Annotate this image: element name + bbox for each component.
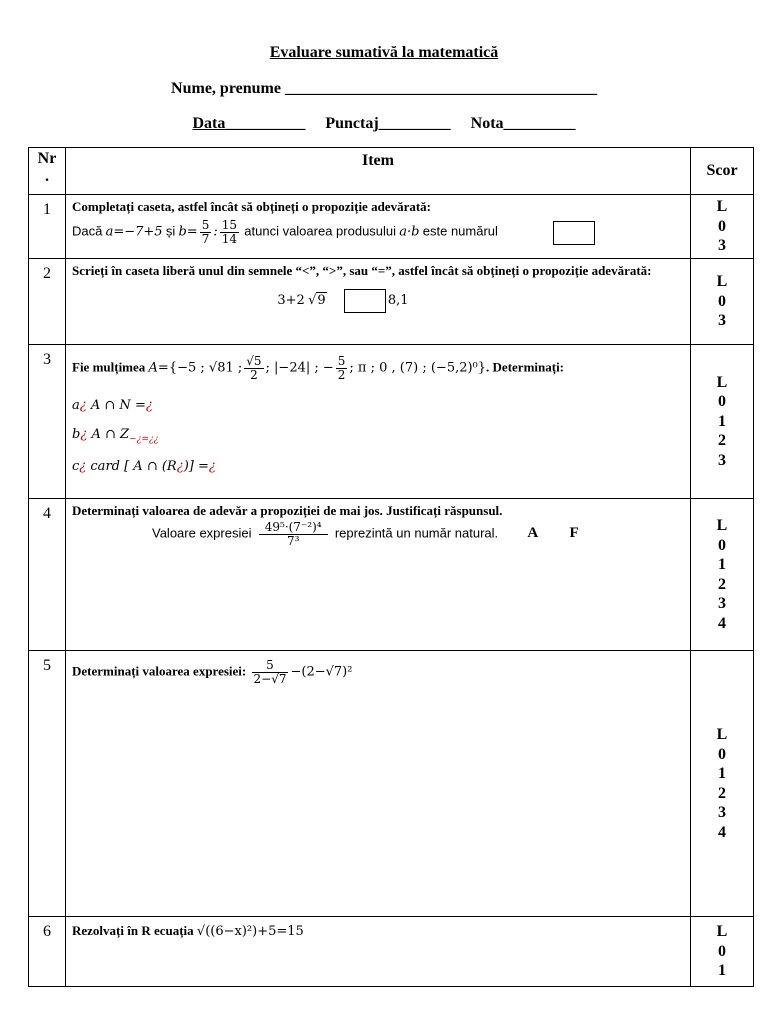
denominator: 7³ <box>286 534 300 548</box>
row-number: 3 <box>29 345 66 499</box>
math-fragment: ; π ; 0 , (7) ; (−5,2)⁰} <box>349 360 487 376</box>
score-cell <box>691 499 754 651</box>
sub-question <box>72 398 684 413</box>
answer-box[interactable] <box>344 289 386 313</box>
math-fragment: card [ A ∩ (R <box>90 458 177 474</box>
item-instruction: Fie mulțimea <box>72 359 146 375</box>
numerator: √5 <box>246 354 262 368</box>
score-level: 0 <box>718 217 726 235</box>
fraction <box>252 659 289 686</box>
item-instruction: Determinați valoarea de adevăr a propoziției de mai jos. Justificați răspunsul. <box>72 503 503 518</box>
item-instruction: Completați caseta, astfel încât să obțineți o propoziție adevărată: <box>72 199 432 214</box>
score-level: 0 <box>718 942 726 960</box>
score-level: L <box>716 726 728 743</box>
row-number: 4 <box>29 499 66 651</box>
score-level: 1 <box>718 962 726 980</box>
name-blank: _______________________________________ <box>284 80 597 97</box>
math-fragment: A= <box>148 360 169 376</box>
score-level: 3 <box>718 451 726 469</box>
glyph: ¿ <box>80 427 88 442</box>
denominator: 7 <box>201 232 210 246</box>
score-level: 3 <box>718 237 726 255</box>
table-row <box>29 259 754 345</box>
glyph: ¿ <box>79 458 87 474</box>
score-level: 4 <box>718 614 726 632</box>
score-level: L <box>716 923 728 941</box>
item-cell <box>66 651 691 917</box>
score-level: L <box>716 273 728 291</box>
text-fragment: Dacă <box>72 223 103 239</box>
option-false[interactable]: F <box>569 525 579 542</box>
denominator: 2 <box>250 368 258 382</box>
item-instruction: . Determinați: <box>486 359 565 375</box>
punctaj-label: Punctaj <box>325 115 379 132</box>
item-expression <box>72 219 684 246</box>
table-row <box>29 499 754 651</box>
denominator: 2 <box>337 368 346 382</box>
math-fragment: {−5 ; √81 ; <box>168 360 243 376</box>
evaluation-table <box>28 147 754 987</box>
text-fragment: Valoare expresiei <box>152 525 252 541</box>
math-fragment: √((6−x)²)+5=15 <box>196 924 304 939</box>
item-instruction: Determinați valoarea expresiei: <box>72 663 247 679</box>
header-scor: Scor <box>691 148 754 195</box>
part-label: a <box>72 398 80 413</box>
text-fragment: atunci valoarea produsului <box>244 223 397 239</box>
math-fragment: A ∩ Z <box>91 427 130 442</box>
row-number: 6 <box>29 917 66 987</box>
math-fragment: 3+2 <box>277 292 305 308</box>
header-item: Item <box>66 148 691 195</box>
item-cell <box>66 917 691 987</box>
name-label: Nume, prenume <box>171 80 281 97</box>
row-number: 5 <box>29 651 66 917</box>
score-level: 1 <box>718 765 726 782</box>
score-cell <box>691 651 754 917</box>
answer-box[interactable] <box>553 221 595 245</box>
fraction <box>259 521 328 548</box>
fraction <box>220 219 239 246</box>
text-fragment: reprezintă un număr natural. <box>334 525 499 541</box>
item-cell <box>66 259 691 345</box>
glyph: ¿ <box>208 458 216 474</box>
table-row <box>29 345 754 499</box>
sub-question <box>72 427 684 445</box>
table-row <box>29 651 754 917</box>
text-fragment: este numărul <box>422 223 498 239</box>
meta-line <box>0 115 768 133</box>
page-title: Evaluare sumativă la matematică <box>269 44 499 61</box>
nota-label: Nota <box>470 115 504 132</box>
name-line <box>0 80 768 98</box>
item-statement <box>72 659 684 686</box>
option-true[interactable]: A <box>527 525 539 542</box>
score-cell <box>691 195 754 259</box>
math-fragment: ; |−24| ; − <box>265 360 334 376</box>
score-level: 3 <box>718 804 726 821</box>
score-level: 3 <box>718 595 726 612</box>
sqrt-sign: √9 <box>308 292 326 308</box>
row-number: 1 <box>29 195 66 259</box>
glyph: ¿ <box>79 398 87 413</box>
table-header-row <box>29 148 754 195</box>
math-fragment: A ∩ N = <box>90 398 146 413</box>
item-cell <box>66 345 691 499</box>
math-fragment: : <box>213 224 218 240</box>
item-expression <box>152 521 684 548</box>
part-label: c <box>72 458 80 474</box>
math-fragment: b= <box>178 224 198 240</box>
score-cell <box>691 917 754 987</box>
score-level: 0 <box>718 745 726 763</box>
numerator: 49⁵·(7⁻²)⁴ <box>259 521 328 535</box>
item-statement <box>72 923 684 939</box>
math-fragment: a=−7+5 <box>105 224 163 240</box>
part-label: b <box>72 427 81 442</box>
item-cell <box>66 195 691 259</box>
item-cell <box>66 499 691 651</box>
math-fragment: −(2−√7)² <box>290 664 353 680</box>
glyph: −¿=¿¿ <box>129 434 159 445</box>
math-fragment: 8,1 <box>387 292 409 308</box>
denominator: 2−√7 <box>253 672 287 686</box>
item-instruction: Rezolvați în R ecuația <box>72 923 194 938</box>
row-number: 2 <box>29 259 66 345</box>
score-level: 2 <box>718 575 726 593</box>
sqrt-argument: 9 <box>317 292 326 308</box>
denominator: 14 <box>221 232 238 246</box>
score-level: L <box>716 198 728 216</box>
score-level: 0 <box>718 292 726 310</box>
nota-blank: _________ <box>503 115 576 132</box>
score-level: 2 <box>718 784 726 802</box>
header-nr: Nr . <box>29 148 66 195</box>
score-level: L <box>716 517 728 534</box>
table-row <box>29 917 754 987</box>
math-fragment: )] = <box>183 458 209 474</box>
score-level: 0 <box>718 393 726 411</box>
table-row <box>29 195 754 259</box>
fraction <box>336 355 348 382</box>
score-level: 1 <box>718 556 726 573</box>
date-label: Data <box>192 115 226 132</box>
item-expression <box>2 289 684 313</box>
date-blank: __________ <box>225 115 306 132</box>
fraction <box>200 219 212 246</box>
numerator: 15 <box>221 218 238 232</box>
score-level: 3 <box>718 312 726 330</box>
score-cell <box>691 259 754 345</box>
score-level: 0 <box>718 536 726 554</box>
numerator: 5 <box>252 659 289 673</box>
punctaj-blank: _________ <box>378 115 451 132</box>
score-level: 4 <box>718 823 726 841</box>
numerator: 5 <box>337 354 346 368</box>
score-cell <box>691 345 754 499</box>
item-instruction: Scrieți în caseta liberă unul din semnele “<”, “>”, sau “=”, astfel încât să obțineți o propoziție adevărată: <box>72 263 652 278</box>
math-fragment: a·b <box>399 224 420 240</box>
numerator: 5 <box>201 218 210 232</box>
text-fragment: și <box>165 223 176 239</box>
glyph: ¿ <box>145 398 153 413</box>
glyph: ¿ <box>176 458 184 474</box>
score-level: 1 <box>718 412 726 430</box>
fraction <box>244 355 263 382</box>
score-level: 2 <box>718 432 726 450</box>
score-level: L <box>716 373 728 391</box>
sub-question <box>72 459 684 474</box>
item-statement <box>72 355 684 382</box>
